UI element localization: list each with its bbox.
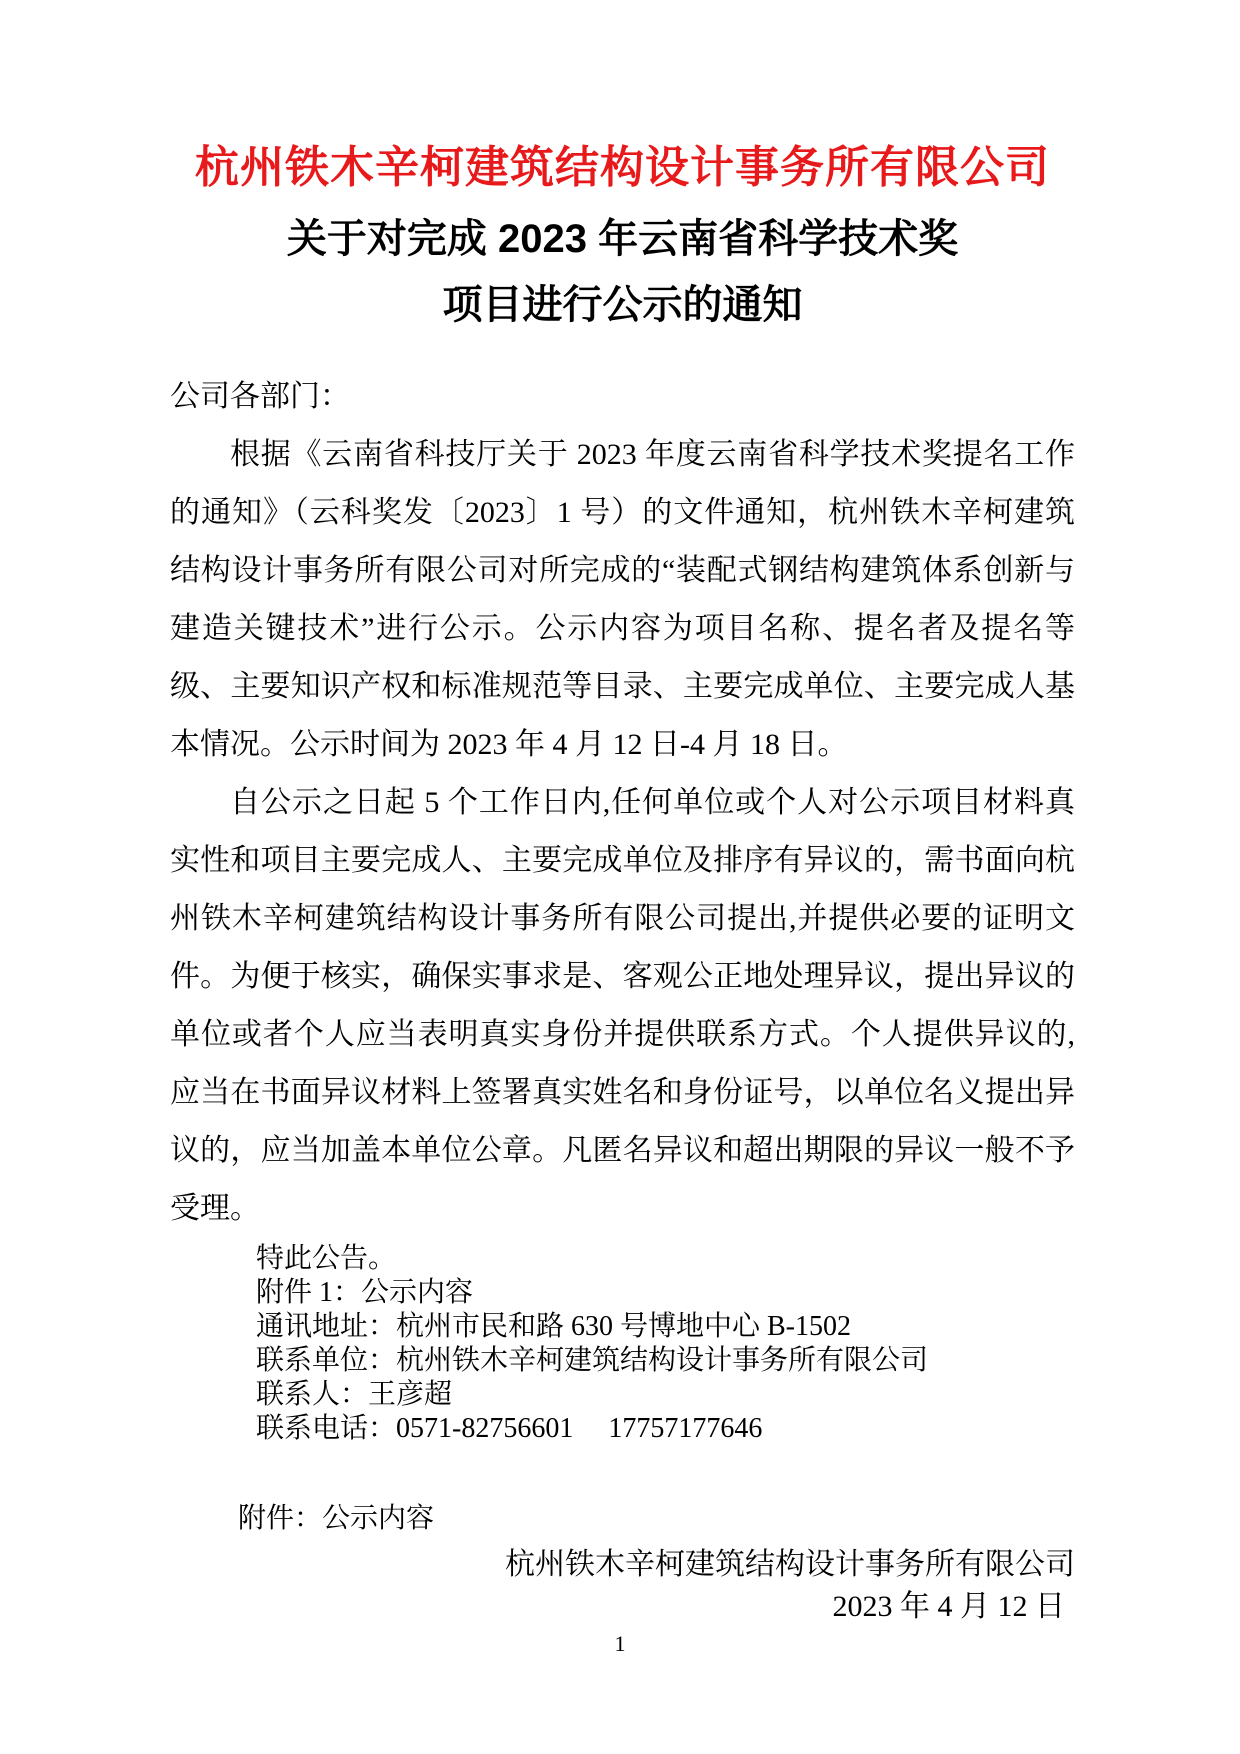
signature-company: 杭州铁木辛柯建筑结构设计事务所有限公司: [505, 1548, 1075, 1581]
page-number: 1: [614, 1631, 626, 1656]
body-paragraph-1: 根据《云南省科技厅关于 2023 年度云南省科学技术奖提名工作的通知》（云科奖发〔2023〕1 号）的文件通知，杭州铁木辛柯建筑结构设计事务所有限公司对所完成的“装配式钢结构建筑体系创新与建造关键技术”进行公示。公示内容为项目名称、提名者及提名等级、主要知识产权和标准规范等目录、主要完成单位、主要完成人基本情况。公示时间为 2023 年 4 月 12 日-4 月 18 日。: [170, 438, 1075, 761]
company-title: 杭州铁木辛柯建筑结构设计事务所有限公司: [195, 143, 1050, 192]
notice-title-line-1: 关于对完成 2023 年云南省科学技术奖: [286, 217, 959, 261]
signature-date: 2023 年 4 月 12 日: [832, 1590, 1065, 1623]
closing-line-attachment: 附件 1：公示内容: [256, 1277, 474, 1308]
closing-line-contact-unit: 联系单位：杭州铁木辛柯建筑结构设计事务所有限公司: [256, 1345, 929, 1376]
notice-title-line-2: 项目进行公示的通知: [442, 283, 803, 327]
closing-line-address: 通讯地址：杭州市民和路 630 号博地中心 B-1502: [256, 1311, 852, 1342]
closing-line-announcement: 特此公告。: [256, 1243, 397, 1274]
closing-block: [256, 1242, 1075, 1446]
closing-line-contact-person: 联系人：王彦超: [256, 1379, 453, 1410]
body-paragraph-2: 自公示之日起 5 个工作日内,任何单位或个人对公示项目材料真实性和项目主要完成人、主要完成单位及排序有异议的，需书面向杭州铁木辛柯建筑结构设计事务所有限公司提出,并提供必要的证明文件。为便于核实，确保实事求是、客观公正地处理异议，提出异议的单位或者个人应当表明真实身份并提供联系方式。个人提供异议的,应当在书面异议材料上签署真实姓名和身份证号，以单位名义提出异议的，应当加盖本单位公章。凡匿名异议和超出期限的异议一般不予受理。: [170, 786, 1075, 1225]
attachment-line: 附件：公示内容: [238, 1503, 435, 1534]
document-content: [170, 140, 1075, 1628]
closing-line-contact-phone: 联系电话：0571-82756601 17757177646: [256, 1413, 763, 1444]
salutation: 公司各部门：: [170, 380, 350, 413]
